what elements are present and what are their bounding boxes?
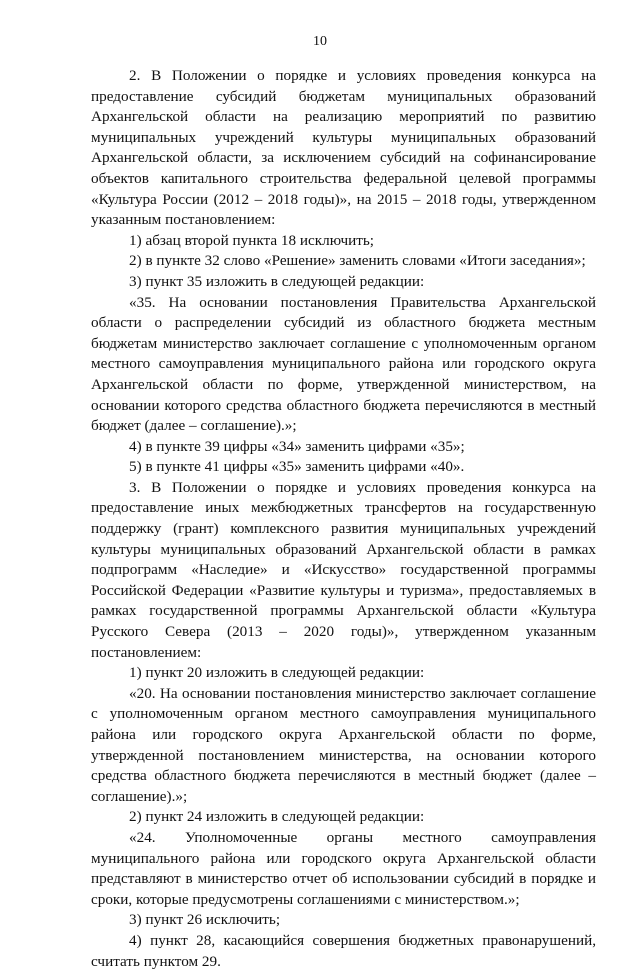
list-item: 3) пункт 26 исключить; — [129, 911, 281, 929]
paragraph-section-2: 2. В Положении о порядке и условиях проведения конкурса на предоставление субсидий бюджетам муниципальных образований Архангельской области на реализацию мероприятий по развитию муниципальных учреждений культуры муниципальных образований Архангельской области, за исключением субсидий на софинансирование объектов капитального строительства федеральной целевой программы «Культура России (2012 – 2018 годы)», на 2015 – 2018 годы, утвержденном указанным постановлением: — [91, 67, 596, 229]
list-item: 3) пункт 35 изложить в следующей редакции: — [129, 272, 425, 290]
document-body — [91, 66, 596, 972]
list-item: 2) пункт 24 изложить в следующей редакции: — [129, 808, 425, 826]
page-number: 10 — [313, 34, 327, 49]
quoted-paragraph: «35. На основании постановления Правительства Архангельской области о распределении субсидий из областного бюджета местным бюджетам министерство заключает соглашение с уполномоченным органом местного самоуправления муниципального района или городского округа Архангельской области по форме, утвержденной министерством, на основании которого средства областного бюджета перечисляются в местный бюджет (далее – соглашение).»; — [91, 293, 596, 435]
list-item: 5) в пункте 41 цифры «35» заменить цифрами «40». — [129, 458, 465, 476]
list-item: 4) в пункте 39 цифры «34» заменить цифрами «35»; — [129, 437, 465, 455]
list-item: 1) пункт 20 изложить в следующей редакции: — [129, 664, 425, 682]
quoted-paragraph: «24. Уполномоченные органы местного самоуправления муниципального района или городского округа Архангельской области представляют в министерство отчет об использовании субсидий в порядке и сроки, которые предусмотрены соглашениями с министерством.»; — [91, 828, 596, 908]
list-item: 2) в пункте 32 слово «Решение» заменить словами «Итоги заседания»; — [129, 252, 586, 270]
list-item: 1) абзац второй пункта 18 исключить; — [129, 231, 375, 249]
paragraph-section-3: 3. В Положении о порядке и условиях проведения конкурса на предоставление иных межбюджетных трансфертов на государственную поддержку (грант) комплексного развития муниципальных учреждений культуры муниципальных образований Архангельской области в рамках подпрограмм «Наследие» и «Искусство» государственной программы Российской Федерации «Развитие культуры и туризма», предоставляемых в рамках государственной программы Архангельской области «Культура Русского Севера (2013 – 2020 годы)», утвержденном указанным постановлением: — [91, 478, 596, 661]
quoted-paragraph: «20. На основании постановления министерство заключает соглашение с уполномоченным органом местного самоуправления муниципального района или городского округа Архангельской области по форме, утвержденной постановлением министерства, на основании которого средства областного бюджета перечисляются в местный бюджет (далее – соглашение).»; — [91, 684, 596, 805]
list-item: 4) пункт 28, касающийся совершения бюджетных правонарушений, считать пунктом 29. — [91, 931, 596, 970]
